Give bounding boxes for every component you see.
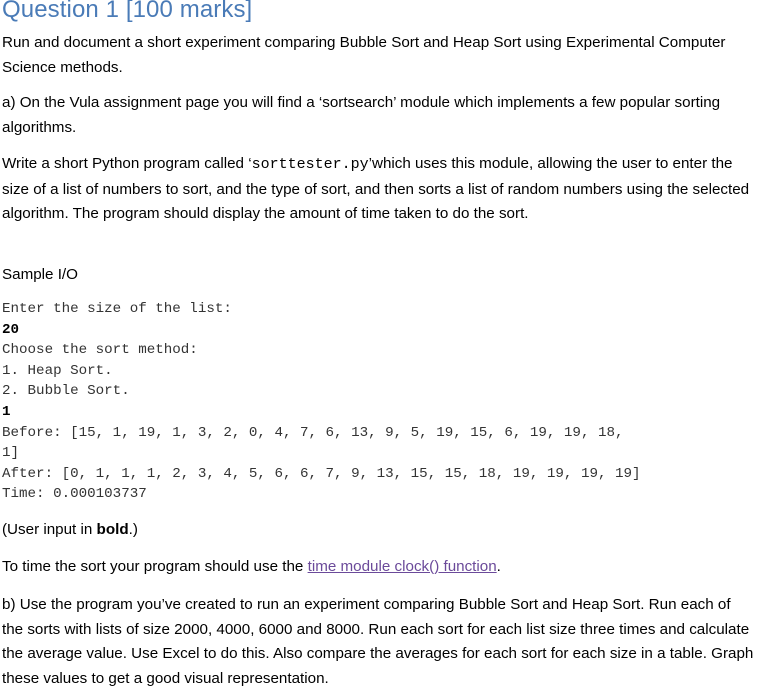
part-b-paragraph: b) Use the program you’ve created to run an experiment comparing Bubble Sort and Heap Sort. Run each of the sorts with lists of size 2000, 4000, 6000 and 8000. Run each sort for each list size three times and calculate the average value. Use Excel to do this. Also compare the averages for each sort for each size in a table. Graph these values to get a good visual representation. (2, 596, 754, 687)
sample-io-block (2, 299, 641, 505)
timing-paragraph: To time the sort your program should use the time module clock() function. (2, 558, 501, 575)
write-suffix: ’which uses this module, allowing the user to enter the size of a list of numbers to sort, and the type of sort, and then sorts a list of random numbers using the selected algorithm. The program should display the amount of time taken to do the sort. (2, 155, 750, 223)
question-heading: Question 1 [100 marks] (2, 0, 253, 23)
prompt-method: Choose the sort method: (2, 342, 198, 359)
sample-io-label: Sample I/O (2, 266, 78, 283)
time-module-link[interactable]: time module clock() function (307, 558, 497, 575)
before-line: Before: [15, 1, 19, 1, 3, 2, 0, 4, 7, 6, 13, 9, 5, 19, 15, 6, 19, 19, 18, (2, 424, 624, 441)
user-input-note: (User input in bold.) (2, 521, 138, 538)
write-prefix: Write a short Python program called ‘ (2, 155, 252, 172)
part-a-paragraph: a) On the Vula assignment page you will find a ‘sortsearch’ module which implements a few popular sorting algorithms. (2, 94, 721, 136)
input-method: 1 (2, 403, 11, 420)
option-bubble: 2. Bubble Sort. (2, 383, 130, 400)
filename-code: sorttester.py (251, 156, 369, 173)
after-line: After: [0, 1, 1, 1, 2, 3, 4, 5, 6, 6, 7, 9, 13, 15, 15, 18, 19, 19, 19, 19] (2, 465, 641, 482)
option-heap: 1. Heap Sort. (2, 362, 113, 379)
prompt-size: Enter the size of the list: (2, 301, 232, 317)
time-line: Time: 0.000103737 (2, 486, 147, 503)
input-size: 20 (2, 321, 20, 338)
bold-word: bold (96, 521, 129, 538)
before-line-wrap: 1] (2, 445, 20, 462)
intro-paragraph: Run and document a short experiment comparing Bubble Sort and Heap Sort using Experimental Computer Science methods. (2, 34, 726, 76)
program-description (2, 152, 754, 227)
